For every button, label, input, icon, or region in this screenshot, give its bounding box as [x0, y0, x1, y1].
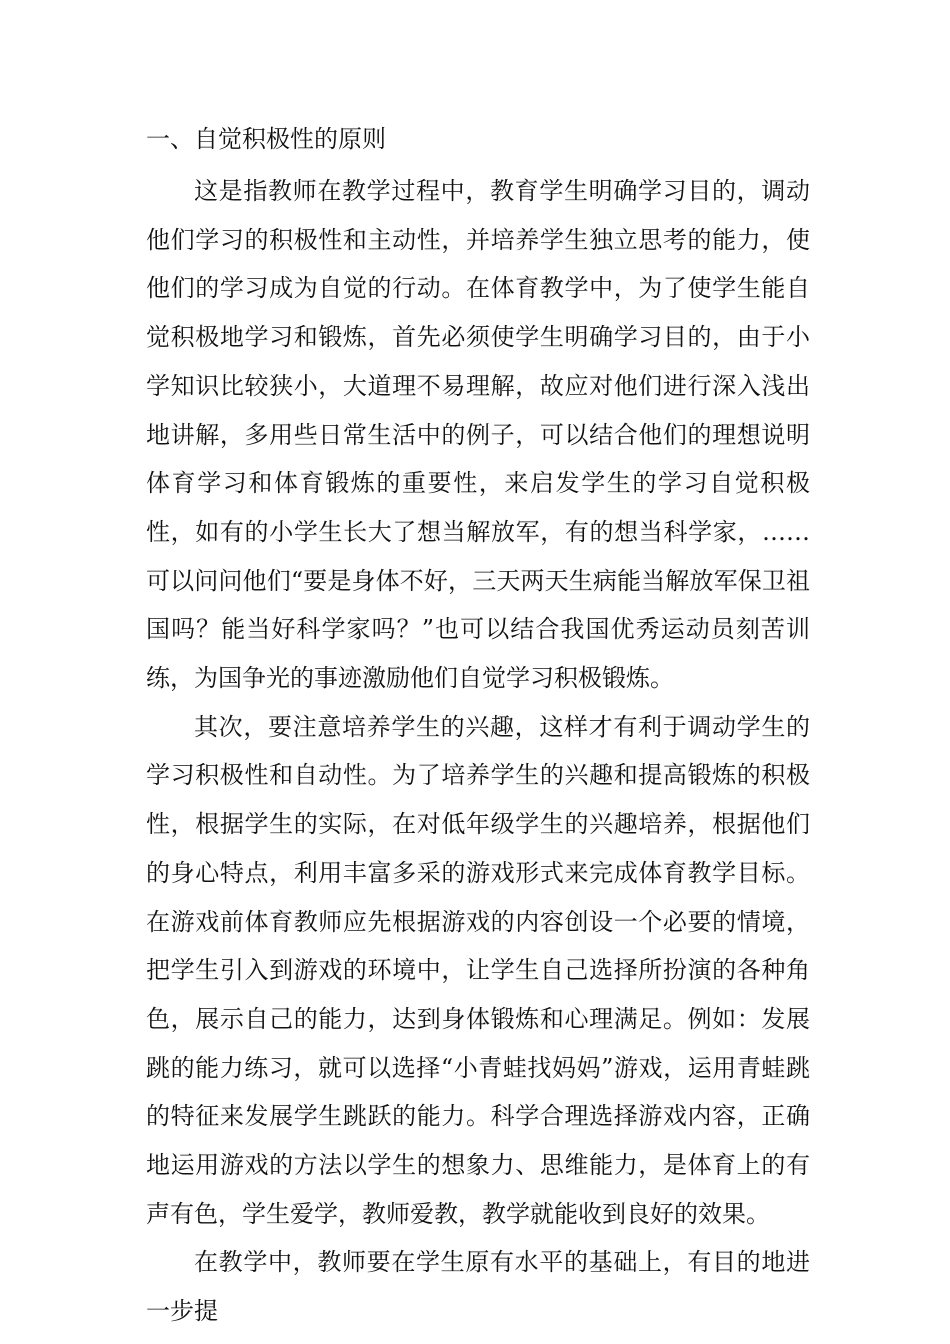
- paragraph-1: 这是指教师在教学过程中，教育学生明确学习目的，调动他们学习的积极性和主动性，并培养学生独立思考的能力，使他们的学习成为自觉的行动。在体育教学中，为了使学生能自觉积极地学习和锻炼，首先必须使学生明确学习目的，由于小学知识比较狭小，大道理不易理解，故应对他们进行深入浅出地讲解，多用些日常生活中的例子，可以结合他们的理想说明体育学习和体育锻炼的重要性，来启发学生的学习自觉积极性，如有的小学生长大了想当解放军，有的想当科学家，……可以问问他们“要是身体不好，三天两天生病能当解放军保卫祖国吗？能当好科学家吗？”也可以结合我国优秀运动员刻苦训练，为国争光的事迹激励他们自觉学习积极锻炼。: [146, 177, 810, 693]
- section-heading: 一、自觉积极性的原则: [146, 125, 386, 153]
- paragraph-3: 在教学中，教师要在学生原有水平的基础上，有目的地进一步提: [146, 1248, 810, 1326]
- paragraph-2: 其次，要注意培养学生的兴趣，这样才有利于调动学生的学习积极性和自动性。为了培养学生的兴趣和提高锻炼的积极性，根据学生的实际，在对低年级学生的兴趣培养，根据他们的身心特点，利用丰富多采的游戏形式来完成体育教学目标。在游戏前体育教师应先根据游戏的内容创设一个必要的情境，把学生引入到游戏的环境中，让学生自己选择所扮演的各种角色，展示自己的能力，达到身体锻炼和心理满足。例如：发展跳的能力练习，就可以选择“小青蛙找妈妈”游戏，运用青蛙跳的特征来发展学生跳跃的能力。科学合理选择游戏内容，正确地运用游戏的方法以学生的想象力、思维能力，是体育上的有声有色，学生爱学，教师爱教，教学就能收到良好的效果。: [146, 712, 810, 1228]
- body-text: [146, 167, 810, 1336]
